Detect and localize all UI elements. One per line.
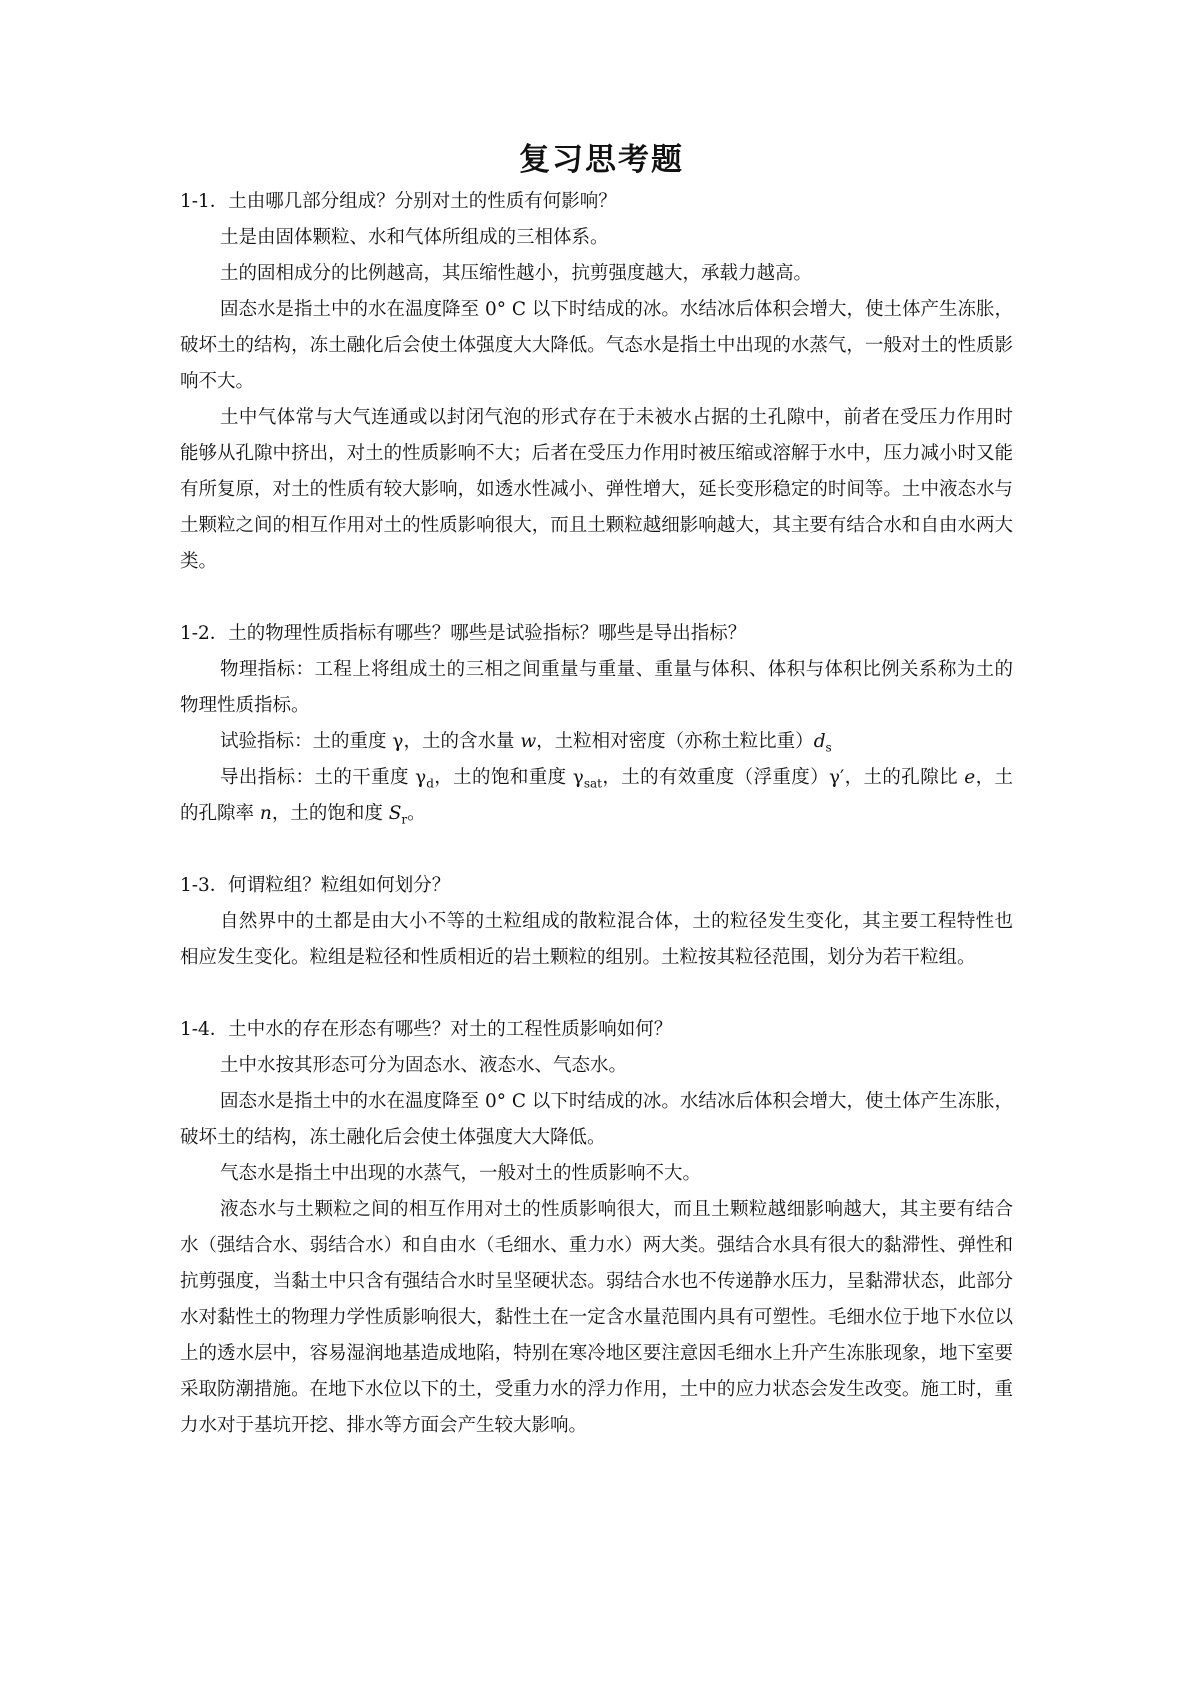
- subscript-s: s: [825, 740, 832, 755]
- text-segment: 试验指标：土的重度 γ，土的含水量: [220, 731, 521, 752]
- answer-1-1-paragraph-2: 土的固相成分的比例越高，其压缩性越小，抗剪强度越大，承载力越高。: [220, 263, 813, 284]
- subscript-r: r: [401, 812, 408, 827]
- answer-1-1-paragraph-3: 固态水是指土中的水在温度降至 0° C 以下时结成的冰。水结冰后体积会增大，使土体产生冻胀，破坏土的结构，冻土融化后会使土体强度大大降低。气态水是指土中出现的水蒸气，一般对土的性质影响不大。: [180, 299, 1013, 392]
- section-gap: [180, 976, 1013, 1012]
- symbol-w: w: [520, 731, 537, 752]
- text-segment: ，土的饱和重度 γ: [433, 767, 584, 788]
- subscript-d: d: [426, 776, 434, 791]
- text-segment: ，土的有效重度（浮重度）γ′，土的孔隙比: [601, 767, 965, 788]
- answer-1-4-paragraph-3: 气态水是指土中出现的水蒸气，一般对土的性质影响不大。: [220, 1163, 702, 1184]
- text-segment: ，土粒相对密度（亦称土粒比重）: [536, 731, 814, 752]
- symbol-n: n: [259, 803, 272, 824]
- subscript-sat: sat: [583, 776, 602, 791]
- question-1-4: 1-4．土中水的存在形态有哪些？对土的工程性质影响如何？: [180, 1019, 673, 1040]
- section-gap: [180, 580, 1013, 616]
- symbol-e: e: [964, 767, 976, 788]
- text-segment: 导出指标：土的干重度 γ: [220, 767, 427, 788]
- text-segment: ，土的孔隙率: [180, 767, 1013, 824]
- section-gap: [180, 832, 1013, 868]
- answer-1-2-paragraph-2: [180, 724, 1013, 760]
- text-segment: ，土的饱和度: [271, 803, 389, 824]
- symbol-d: d: [813, 731, 826, 752]
- answer-1-1-paragraph-1: 土是由固体颗粒、水和气体所组成的三相体系。: [220, 227, 609, 248]
- answer-1-4-paragraph-2: 固态水是指土中的水在温度降至 0° C 以下时结成的冰。水结冰后体积会增大，使土体产生冻胀，破坏土的结构，冻土融化后会使土体强度大大降低。: [180, 1091, 1013, 1148]
- question-1-2: 1-2．土的物理性质指标有哪些？哪些是试验指标？哪些是导出指标？: [180, 623, 747, 644]
- question-1-1: 1-1．土由哪几部分组成？分别对土的性质有何影响？: [180, 191, 617, 212]
- text-segment: 。: [407, 803, 426, 824]
- answer-1-4-paragraph-4: 液态水与土颗粒之间的相互作用对土的性质影响很大，而且土颗粒越细影响越大，其主要有结合水（强结合水、弱结合水）和自由水（毛细水、重力水）两大类。强结合水具有很大的黏滞性、弹性和抗剪强度，当黏土中只含有强结合水时呈坚硬状态。弱结合水也不传递静水压力，呈黏滞状态，此部分水对黏性土的物理力学性质影响很大，黏性土在一定含水量范围内具有可塑性。毛细水位于地下水位以上的透水层中，容易湿润地基造成地陷，特别在寒冷地区要注意因毛细水上升产生冻胀现象，地下室要采取防潮措施。在地下水位以下的土，受重力水的浮力作用，土中的应力状态会发生改变。施工时，重力水对于基坑开挖、排水等方面会产生较大影响。: [180, 1199, 1013, 1436]
- answer-1-4-paragraph-1: 土中水按其形态可分为固态水、液态水、气态水。: [220, 1055, 628, 1076]
- answer-1-1-paragraph-4: 土中气体常与大气连通或以封闭气泡的形式存在于未被水占据的土孔隙中，前者在受压力作用时能够从孔隙中挤出，对土的性质影响不大；后者在受压力作用时被压缩或溶解于水中，压力减小时又能有所复原，对土的性质有较大影响，如透水性减小、弹性增大，延长变形稳定的时间等。土中液态水与土颗粒之间的相互作用对土的性质影响很大，而且土颗粒越细影响越大，其主要有结合水和自由水两大类。: [180, 407, 1013, 572]
- symbol-S: S: [388, 803, 402, 824]
- question-1-3: 1-3．何谓粒组？粒组如何划分？: [180, 875, 451, 896]
- answer-1-2-paragraph-1: 物理指标：工程上将组成土的三相之间重量与重量、重量与体积、体积与体积比例关系称为土的物理性质指标。: [180, 659, 1013, 716]
- document-page: [180, 138, 1013, 1444]
- document-title: 复习思考题: [519, 142, 684, 178]
- answer-1-2-paragraph-3: [180, 760, 1013, 832]
- answer-1-3-paragraph-1: 自然界中的土都是由大小不等的土粒组成的散粒混合体，土的粒径发生变化，其主要工程特性也相应发生变化。粒组是粒径和性质相近的岩土颗粒的组别。土粒按其粒径范围，划分为若干粒组。: [180, 911, 1013, 968]
